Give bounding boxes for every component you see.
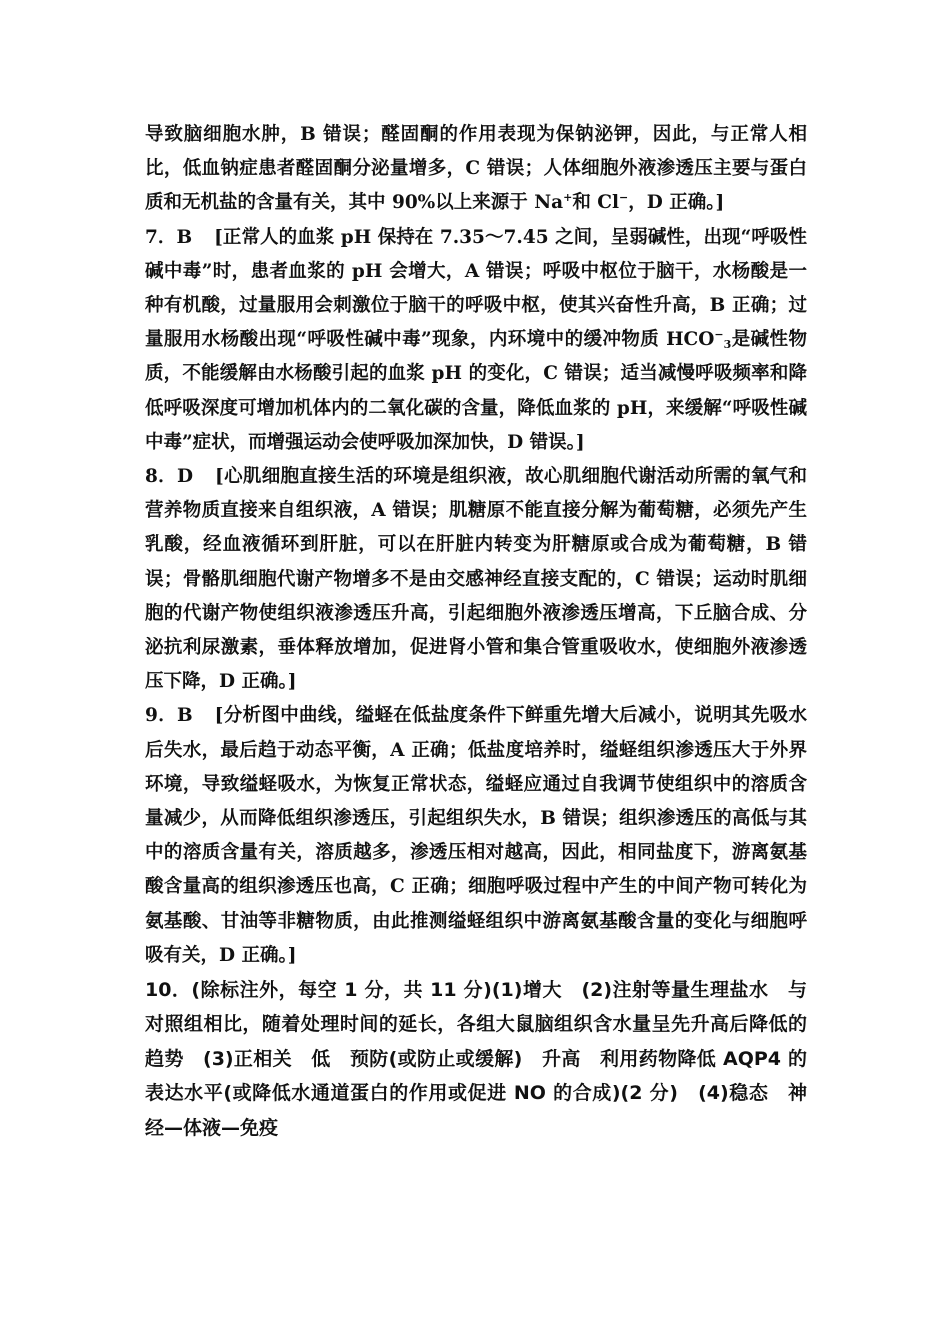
answer-paragraph-q8 bbox=[145, 460, 807, 699]
answer-paragraph-q7 bbox=[145, 221, 807, 460]
paragraph-text: [正常人的血浆 pH 保持在 7.35～7.45 之间，呈弱碱性，出现“呼吸性碱中毒”时，患者血浆的 pH 会增大，A 错误；呼吸中枢位于脑干，水杨酸是一种有机酸，过量服用会刺激位于脑干的呼吸中枢，使其兴奋性升高，B 正确；过量服用水杨酸出现“呼吸性碱中毒”现象，内环境中的缓冲物质 HCO bbox=[145, 226, 807, 351]
paragraph-text: ，D 正确。] bbox=[628, 192, 725, 214]
subscript-three: 3 bbox=[723, 338, 732, 352]
paragraph-text: [分析图中曲线，缢蛏在低盐度条件下鲜重先增大后减小，说明其先吸水后失水，最后趋于动态平衡，A 正确；低盐度培养时，缢蛏组织渗透压大于外界环境，导致缢蛏吸水，为恢复正常状态，缢蛏应通过自我调节使组织中的溶质含量减少，从而降低组织渗透压，引起组织失水，B 错误；组织渗透压的高低与其中的溶质含量有关，溶质越多，渗透压相对越高，因此，相同盐度下，游离氨基酸含量高的组织渗透压也高，C 正确；细胞呼吸过程中产生的中间产物可转化为氨基酸、甘油等非糖物质，由此推测缢蛏组织中游离氨基酸含量的变化与细胞呼吸有关，D 正确。] bbox=[145, 705, 807, 966]
paragraph-text: [心肌细胞直接生活的环境是组织液，故心肌细胞代谢活动所需的氧气和营养物质直接来自组织液，A 错误；肌糖原不能直接分解为葡萄糖，必须先产生乳酸，经血液循环到肝脏，可以在肝脏内转变为肝糖原或合成为葡萄糖，B 错误；骨骼肌细胞代谢产物增多不是由交感神经直接支配的，C 错误；运动时肌细胞的代谢产物使组织液渗透压升高，引起细胞外液渗透压增高，下丘脑合成、分泌抗利尿激素，垂体释放增加，促进肾小管和集合管重吸收水，使细胞外液渗透压下降，D 正确。] bbox=[145, 466, 807, 693]
question-number: 8．D bbox=[145, 466, 194, 488]
answer-paragraph-continued bbox=[145, 118, 807, 221]
paragraph-text: 是碱性物质，不能缓解由水杨酸引起的血浆 pH 的变化，C 错误；适当减慢呼吸频率和降低呼吸深度可增加机体内的二氧化碳的含量，降低血浆的 pH，来缓解“呼吸性碱中毒”症状，而增强运动会使呼吸加深加快，D 错误。] bbox=[145, 329, 807, 453]
answer-paragraph-q10: 10．(除标注外，每空 1 分，共 11 分)(1)增大 (2)注射等量生理盐水 与对照组相比，随着处理时间的延长，各组大鼠脑组织含水量呈先升高后降低的趋势 (3)正相关 低 预防(或防止或缓解) 升高 利用药物降低 AQP4 的表达水平(或降低水通道蛋白的作用或促进 NO 的合成)(2 分) (4)稳态 神经—体液—免疫 bbox=[145, 979, 807, 1139]
paragraph-text: 导致脑细胞水肿，B 错误；醛固酮的作用表现为保钠泌钾，因此，与正常人相比，低血钠症患者醛固酮分泌量增多，C 错误；人体细胞外液渗透压主要与蛋白质和无机盐的含量有关，其中 90%以上来源于 Na bbox=[145, 124, 807, 214]
answer-page bbox=[145, 118, 807, 1145]
question-number: 7．B bbox=[145, 226, 193, 248]
paragraph-text: 和 Cl bbox=[572, 192, 620, 214]
superscript-minus: − bbox=[619, 191, 629, 205]
answer-paragraph-q9 bbox=[145, 699, 807, 973]
superscript-minus: − bbox=[714, 328, 724, 342]
question-number: 9．B bbox=[145, 705, 193, 727]
superscript-plus: + bbox=[563, 191, 573, 205]
